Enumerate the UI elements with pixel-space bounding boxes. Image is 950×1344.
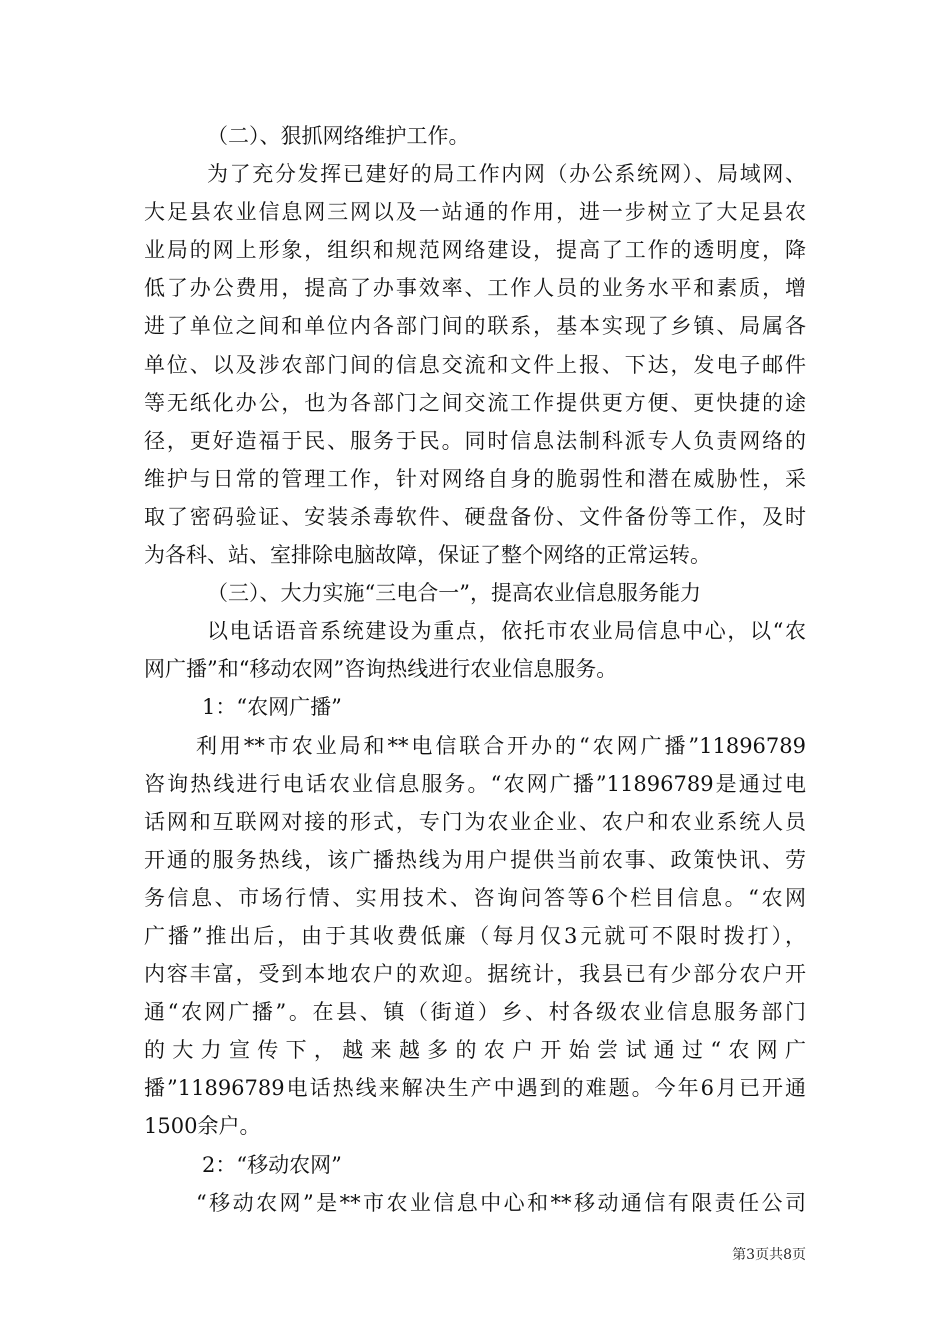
paragraph-line: 径，更好造福于民、服务于民。同时信息法制科派专人负责网络的 — [144, 428, 806, 453]
paragraph-line: 开通的服务热线，该广播热线为用户提供当前农事、政策快讯、劳 — [144, 847, 806, 872]
paragraph-line: “移动农网”是**市农业信息中心和**移动通信有限责任公司 — [196, 1190, 806, 1215]
paragraph-line: 咨询热线进行电话农业信息服务。“农网广播”11896789是通过电 — [144, 771, 806, 796]
document-body — [144, 117, 806, 1222]
paragraph-line: 内容丰富，受到本地农户的欢迎。据统计，我县已有少部分农户开 — [144, 962, 806, 987]
section-heading-network: （二）、狠抓网络维护工作。 — [207, 124, 470, 148]
paragraph-line: 单位、以及涉农部门间的信息交流和文件上报、下达，发电子邮件 — [144, 352, 806, 377]
paragraph-line: 广播”推出后，由于其收费低廉（每月仅3元就可不限时拨打）， — [144, 923, 806, 948]
paragraph-line: 维护与日常的管理工作，针对网络自身的脆弱性和潜在威胁性，采 — [144, 466, 806, 491]
paragraph-line: 话网和互联网对接的形式，专门为农业企业、农户和农业系统人员 — [144, 809, 806, 834]
paragraph-line: 进了单位之间和单位内各部门间的联系，基本实现了乡镇、局属各 — [144, 314, 806, 339]
paragraph-line: 务信息、市场行情、实用技术、咨询问答等6个栏目信息。“农网 — [144, 885, 806, 910]
paragraph-line: 为各科、站、室排除电脑故障，保证了整个网络的正常运转。 — [144, 543, 711, 568]
paragraph-line: 的大力宣传下，越来越多的农户开始尝试通过“农网广 — [144, 1038, 806, 1063]
paragraph-line: 低了办公费用，提高了办事效率、工作人员的业务水平和素质，增 — [144, 276, 806, 301]
paragraph-line: 1500余户。 — [144, 1114, 261, 1139]
paragraph-line: 以电话语音系统建设为重点，依托市农业局信息中心，以“农 — [207, 619, 806, 644]
paragraph-line: 取了密码验证、安装杀毒软件、硬盘备份、文件备份等工作，及时 — [144, 504, 806, 529]
paragraph-line: 利用**市农业局和**电信联合开办的“农网广播”11896789 — [196, 733, 806, 758]
paragraph-line: 业局的网上形象，组织和规范网络建设，提高了工作的透明度，降 — [144, 238, 806, 263]
paragraph-line: 通“农网广播”。在县、镇（街道）乡、村各级农业信息服务部门 — [144, 1000, 806, 1025]
paragraph-line: 为了充分发挥已建好的局工作内网（办公系统网）、局域网、 — [207, 162, 806, 187]
subheading-mobile: 2：“移动农网” — [202, 1152, 342, 1177]
subheading-broadcast: 1：“农网广播” — [202, 695, 342, 720]
section-heading-three-in-one: （三）、大力实施“三电合一”，提高农业信息服务能力 — [207, 581, 701, 606]
paragraph-line: 大足县农业信息网三网以及一站通的作用，进一步树立了大足县农 — [144, 200, 806, 225]
paragraph-line: 播”11896789电话热线来解决生产中遇到的难题。今年6月已开通 — [144, 1076, 806, 1101]
page-number: 第3页共8页 — [732, 1247, 806, 1263]
paragraph-line: 网广播”和“移动农网”咨询热线进行农业信息服务。 — [144, 657, 618, 682]
paragraph-line: 等无纸化办公，也为各部门之间交流工作提供更方便、更快捷的途 — [144, 390, 806, 415]
